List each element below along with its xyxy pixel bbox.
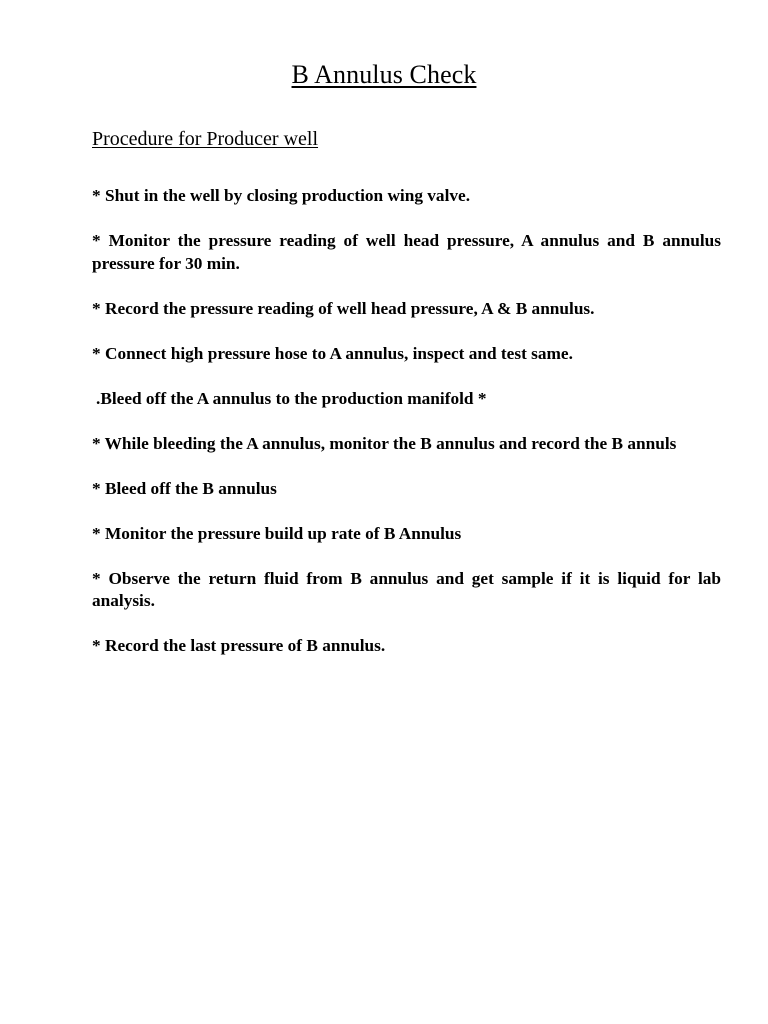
- procedure-step-4: * Connect high pressure hose to A annulus, inspect and test same.: [92, 343, 573, 363]
- procedure-step-6: * While bleeding the A annulus, monitor the B annulus and record the B annuls: [92, 433, 677, 453]
- procedure-step-9: * Observe the return fluid from B annulus and get sample if it is liquid for lab analysis.: [92, 568, 721, 610]
- procedure-step-2: * Monitor the pressure reading of well head pressure, A annulus and B annulus pressure for 30 min.: [92, 231, 721, 273]
- procedure-step-8: * Monitor the pressure build up rate of B Annulus: [92, 523, 462, 543]
- procedure-step-7: * Bleed off the B annulus: [92, 478, 277, 498]
- section-heading: Procedure for Producer well: [92, 128, 319, 150]
- document-title: B Annulus Check: [291, 60, 477, 89]
- procedure-step-10: * Record the last pressure of B annulus.: [92, 636, 386, 655]
- procedure-step-3: * Record the pressure reading of well head pressure, A & B annulus.: [92, 298, 595, 318]
- procedure-step-5: .Bleed off the A annulus to the production manifold *: [96, 388, 487, 408]
- procedure-steps-list: [92, 185, 721, 680]
- procedure-step-1: * Shut in the well by closing production wing valve.: [92, 186, 471, 205]
